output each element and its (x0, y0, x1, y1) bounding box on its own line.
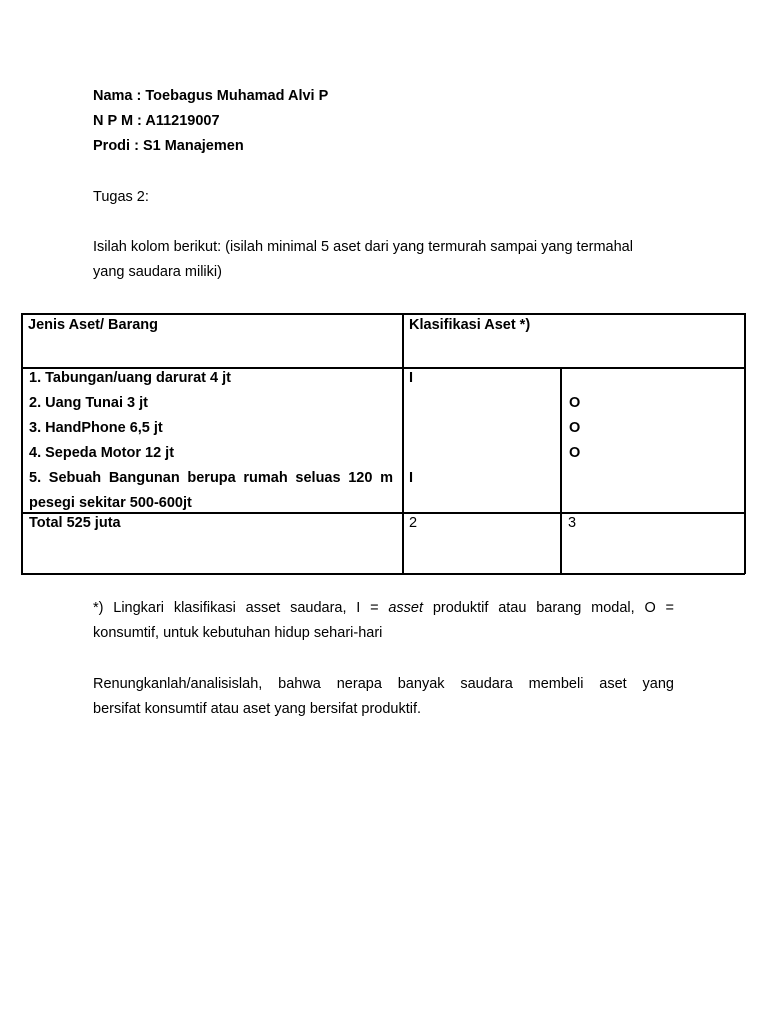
student-npm: N P M : A11219007 (93, 113, 220, 129)
note-line-1 (93, 600, 674, 616)
table-item-5-class-i: I (409, 470, 414, 486)
table-item-3: 3. HandPhone 6,5 jt (29, 420, 163, 436)
task-title: Tugas 2: (93, 189, 149, 205)
table-border-total (21, 512, 745, 514)
table-item-4-class-o: O (569, 445, 581, 461)
table-item-4: 4. Sepeda Motor 12 jt (29, 445, 175, 461)
table-item-1: 1. Tabungan/uang darurat 4 jt (29, 370, 231, 386)
reflection-line-2: bersifat konsumtif atau aset yang bersifat produktif. (93, 701, 422, 717)
table-total-label: Total 525 juta (29, 515, 121, 531)
table-header-klasifikasi: Klasifikasi Aset *) (409, 317, 531, 333)
table-border-split (560, 367, 562, 574)
table-header-jenis: Jenis Aset/ Barang (28, 317, 159, 333)
table-border-top (21, 313, 745, 315)
table-border-left (21, 313, 23, 574)
table-total-count-o: 3 (568, 515, 577, 531)
note-line-2: konsumtif, untuk kebutuhan hidup sehari-hari (93, 625, 383, 641)
table-border-mid (402, 313, 404, 574)
table-item-3-class-o: O (569, 420, 581, 436)
table-item-2-class-o: O (569, 395, 581, 411)
table-item-5: 5. Sebuah Bangunan berupa rumah seluas 120 m (29, 470, 393, 486)
table-item-5-continued: pesegi sekitar 500-600jt (29, 495, 192, 511)
note-text-italic: asset (388, 600, 424, 616)
reflection-line-1: Renungkanlah/analisislah, bahwa nerapa banyak saudara membeli aset yang (93, 676, 674, 692)
student-prodi: Prodi : S1 Manajemen (93, 138, 244, 154)
table-item-1-class-i: I (409, 370, 414, 386)
student-name: Nama : Toebagus Muhamad Alvi P (93, 88, 329, 104)
task-instruction-line-1: Isilah kolom berikut: (isilah minimal 5 aset dari yang termurah sampai yang termahal (93, 239, 633, 255)
note-text-b: produktif atau barang modal, O = (423, 600, 674, 616)
table-border-header (21, 367, 745, 369)
table-border-right (744, 313, 746, 574)
task-instruction-line-2: yang saudara miliki) (93, 264, 222, 280)
note-text-a: *) Lingkari klasifikasi asset saudara, I = (93, 600, 389, 616)
table-item-2: 2. Uang Tunai 3 jt (29, 395, 148, 411)
table-total-count-i: 2 (409, 515, 418, 531)
table-border-bottom (21, 573, 745, 575)
